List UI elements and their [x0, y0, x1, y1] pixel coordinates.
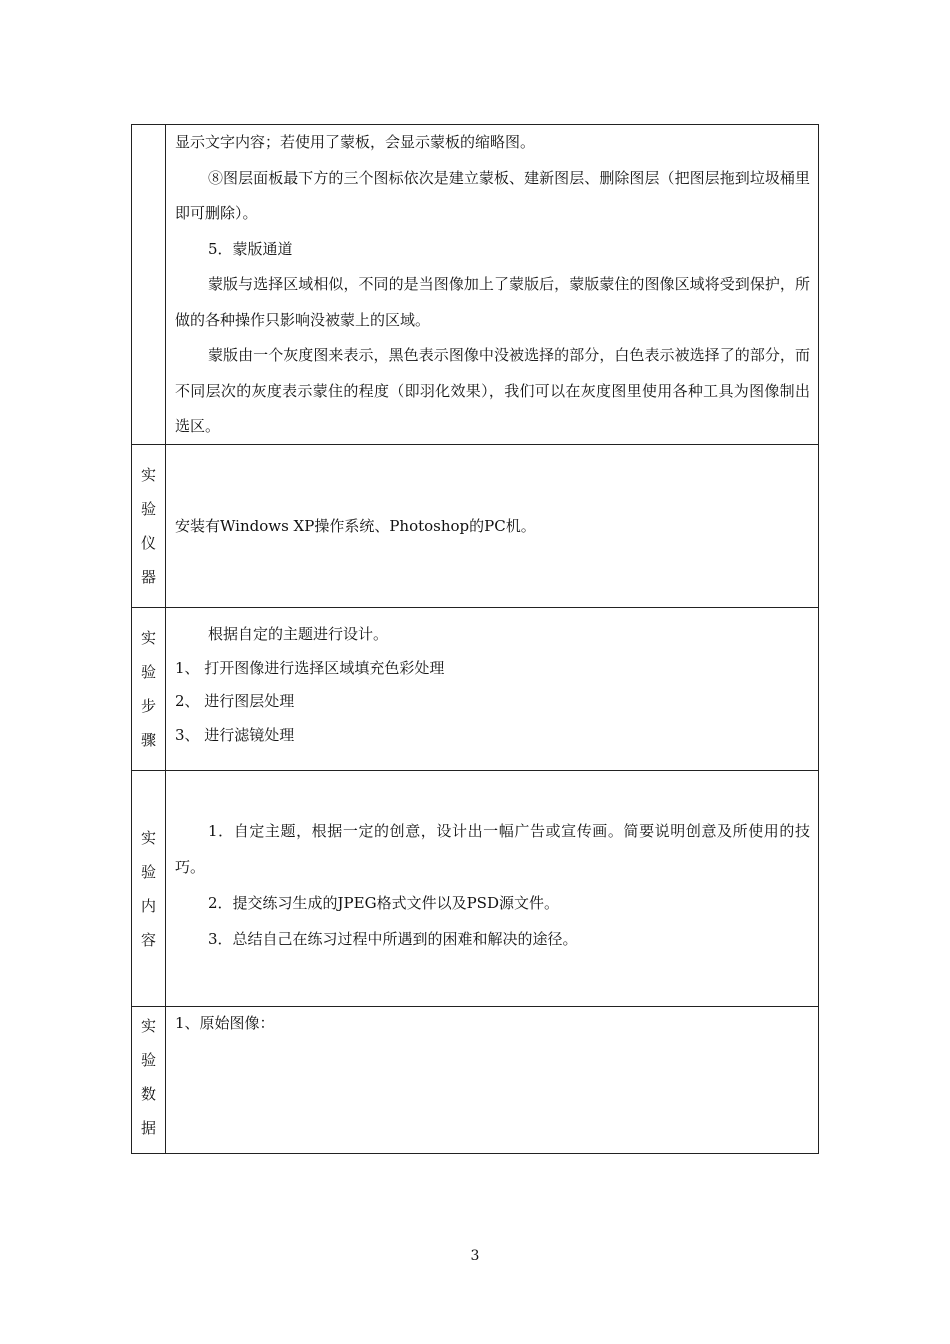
label-char: 验: [140, 862, 156, 881]
instruments-row: [132, 444, 818, 607]
steps-content: [166, 608, 818, 770]
intro-paragraph: 显示文字内容；若使用了蒙板，会显示蒙板的缩略图。: [175, 133, 536, 151]
content-content: [166, 771, 818, 1006]
instruments-label: [132, 445, 166, 607]
data-label: [132, 1007, 166, 1153]
intro-row: [132, 125, 818, 444]
step-item: 2、 进行图层处理: [175, 692, 295, 710]
label-char: 器: [140, 568, 156, 586]
label-char: 步: [140, 697, 156, 715]
content-item: 1．自定主题，根据一定的创意，设计出一幅广告或宣传画。简要说明创意及所使用的技巧。: [175, 822, 810, 876]
data-row: [132, 1006, 818, 1153]
intro-paragraph: 蒙版由一个灰度图来表示，黑色表示图像中没被选择的部分，白色表示被选择了的部分，而不同层次的灰度表示蒙住的程度（即羽化效果），我们可以在灰度图里使用各种工具为图像制出选区。: [175, 346, 810, 435]
step-item: 3、 进行滤镜处理: [175, 725, 295, 744]
label-char: 实: [140, 828, 156, 847]
label-char: 验: [140, 500, 156, 518]
section-heading: 5．蒙版通道: [208, 239, 293, 258]
steps-row: [132, 607, 818, 770]
content-item: 3．总结自己在练习过程中所遇到的困难和解决的途径。: [208, 930, 578, 948]
intro-content-cell: [166, 125, 818, 444]
label-char: 实: [140, 1017, 156, 1035]
label-char: 实: [140, 629, 156, 647]
data-content: [166, 1007, 818, 1153]
intro-label-cell: [132, 125, 166, 444]
step-item: 1、 打开图像进行选择区域填充色彩处理: [175, 658, 445, 677]
steps-label: [132, 608, 166, 770]
intro-paragraph: 蒙版与选择区域相似，不同的是当图像加上了蒙版后，蒙版蒙住的图像区域将受到保护，所做的各种操作只影响没被蒙上的区域。: [175, 275, 810, 329]
label-char: 实: [140, 466, 156, 484]
label-char: 骤: [140, 731, 156, 749]
label-char: 容: [140, 930, 156, 949]
steps-intro: 根据自定的主题进行设计。: [208, 625, 389, 643]
page-number: 3: [470, 1248, 480, 1264]
label-char: 据: [140, 1119, 156, 1137]
instruments-content: [166, 445, 818, 607]
label-char: 内: [140, 896, 156, 915]
label-char: 仪: [140, 534, 156, 552]
label-char: 验: [140, 1051, 156, 1069]
content-label: [132, 771, 166, 1006]
content-item: 2．提交练习生成的JPEG格式文件以及PSD源文件。: [208, 894, 559, 912]
experiment-table: [131, 124, 819, 1154]
intro-paragraph: ⑧图层面板最下方的三个图标依次是建立蒙板、建新图层、删除图层（把图层拖到垃圾桶里即可删除）。: [175, 168, 810, 222]
content-row: [132, 770, 818, 1006]
label-char: 数: [140, 1085, 156, 1103]
instruments-text: 安装有Windows XP操作系统、Photoshop的PC机。: [175, 517, 536, 535]
label-char: 验: [140, 663, 156, 681]
data-text: 1、原始图像：: [175, 1014, 275, 1032]
